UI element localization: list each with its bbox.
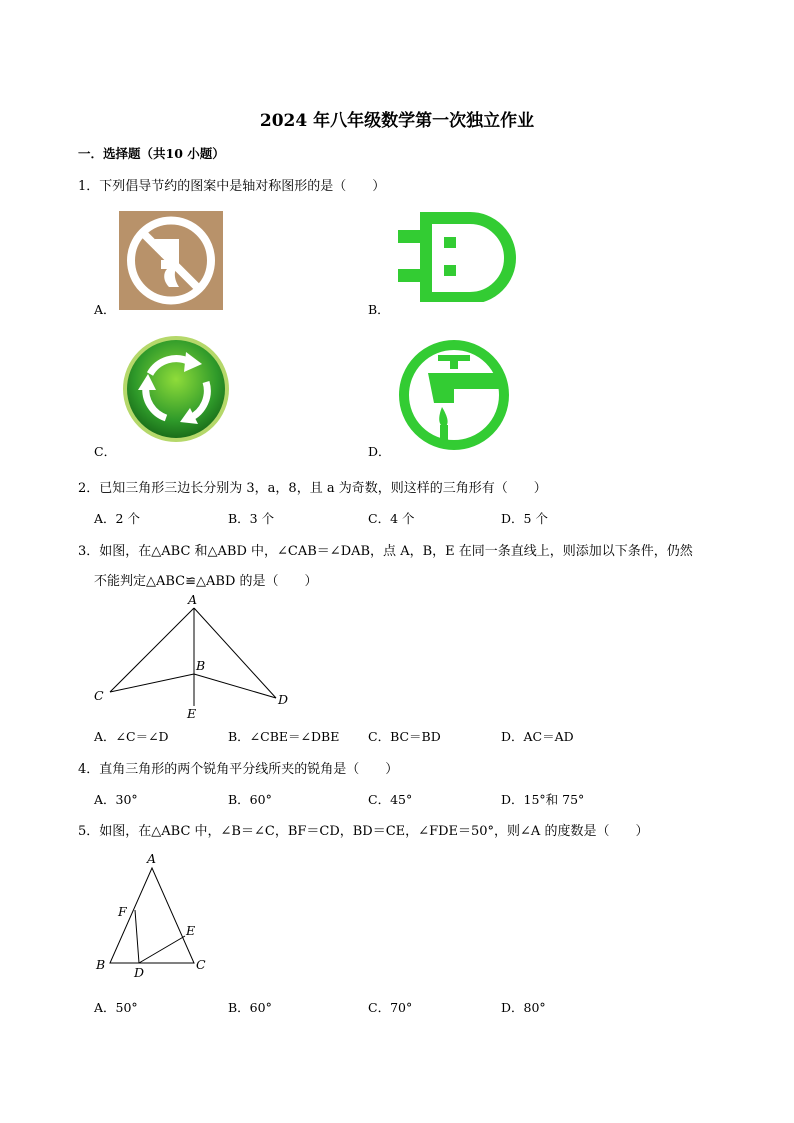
question-3-stem-line-1: 3．如图，在△ABC 和△ABD 中，∠CAB＝∠DAB，点 A，B，E 在同一条直线上，则添加以下条件，仍然 bbox=[78, 544, 693, 559]
question-1-option-d: D． bbox=[368, 444, 391, 459]
page-title: 2024 年八年级数学第一次独立作业 bbox=[259, 111, 535, 131]
segment-bd bbox=[194, 674, 276, 698]
question-4-option-a: A．30° bbox=[94, 792, 138, 807]
label-e: E bbox=[187, 706, 197, 721]
question-4-option-b: B．60° bbox=[228, 792, 272, 807]
no-tissue-icon bbox=[119, 211, 223, 310]
question-3-option-a: A．∠C＝∠D bbox=[94, 729, 169, 744]
question-5-figure bbox=[90, 848, 214, 980]
question-5-option-d: D．80° bbox=[501, 1000, 546, 1015]
question-3-stem-line-2: 不能判定△ABC≌△ABD 的是（ ） bbox=[94, 574, 318, 589]
label-b: B bbox=[96, 957, 106, 972]
question-2-option-b: B．3 个 bbox=[228, 511, 275, 526]
label-f: F bbox=[118, 904, 127, 919]
question-4-option-d: D．15°和 75° bbox=[501, 792, 585, 807]
question-5-option-b: B．60° bbox=[228, 1000, 272, 1015]
question-4-stem: 4．直角三角形的两个锐角平分线所夹的锐角是（ ） bbox=[78, 762, 399, 777]
question-5-option-a: A．50° bbox=[94, 1000, 138, 1015]
section-heading: 一．选择题（共10 小题） bbox=[78, 146, 225, 161]
recycle-icon bbox=[120, 334, 232, 444]
question-1-option-a: A． bbox=[94, 302, 116, 317]
segment-cb bbox=[110, 674, 194, 692]
label-c: C bbox=[94, 688, 104, 703]
question-2-stem: 2．已知三角形三边长分别为 3，a，8，且 a 为奇数，则这样的三角形有（ ） bbox=[78, 481, 547, 496]
water-faucet-icon bbox=[398, 339, 510, 451]
label-d: D bbox=[278, 692, 289, 707]
segment-fd bbox=[135, 910, 139, 963]
question-2-option-a: A．2 个 bbox=[94, 511, 140, 526]
question-2-option-d: D．5 个 bbox=[501, 511, 548, 526]
question-5-stem: 5．如图，在△ABC 中，∠B＝∠C，BF＝CD，BD＝CE，∠FDE＝50°，则∠A 的度数是（ ） bbox=[78, 824, 649, 839]
question-3-option-c: C．BC＝BD bbox=[368, 729, 441, 744]
question-3-option-d: D．AC＝AD bbox=[501, 729, 574, 744]
segment-ac bbox=[110, 608, 194, 692]
label-d: D bbox=[134, 965, 145, 980]
question-3-figure bbox=[88, 590, 298, 722]
label-a: A bbox=[147, 851, 157, 866]
question-1-option-b: B． bbox=[368, 302, 390, 317]
question-2-option-c: C．4 个 bbox=[368, 511, 415, 526]
label-c: C bbox=[196, 957, 206, 972]
plug-icon bbox=[396, 210, 520, 302]
question-5-option-c: C．70° bbox=[368, 1000, 413, 1015]
question-1-option-c: C． bbox=[94, 444, 117, 459]
label-a: A bbox=[188, 592, 198, 607]
label-b: B bbox=[196, 658, 206, 673]
question-1-stem: 1．下列倡导节约的图案中是轴对称图形的是（ ） bbox=[78, 179, 386, 194]
question-3-option-b: B．∠CBE＝∠DBE bbox=[228, 729, 340, 744]
segment-ad bbox=[194, 608, 276, 698]
label-e: E bbox=[186, 923, 196, 938]
segment-de bbox=[139, 936, 185, 963]
question-4-option-c: C．45° bbox=[368, 792, 413, 807]
